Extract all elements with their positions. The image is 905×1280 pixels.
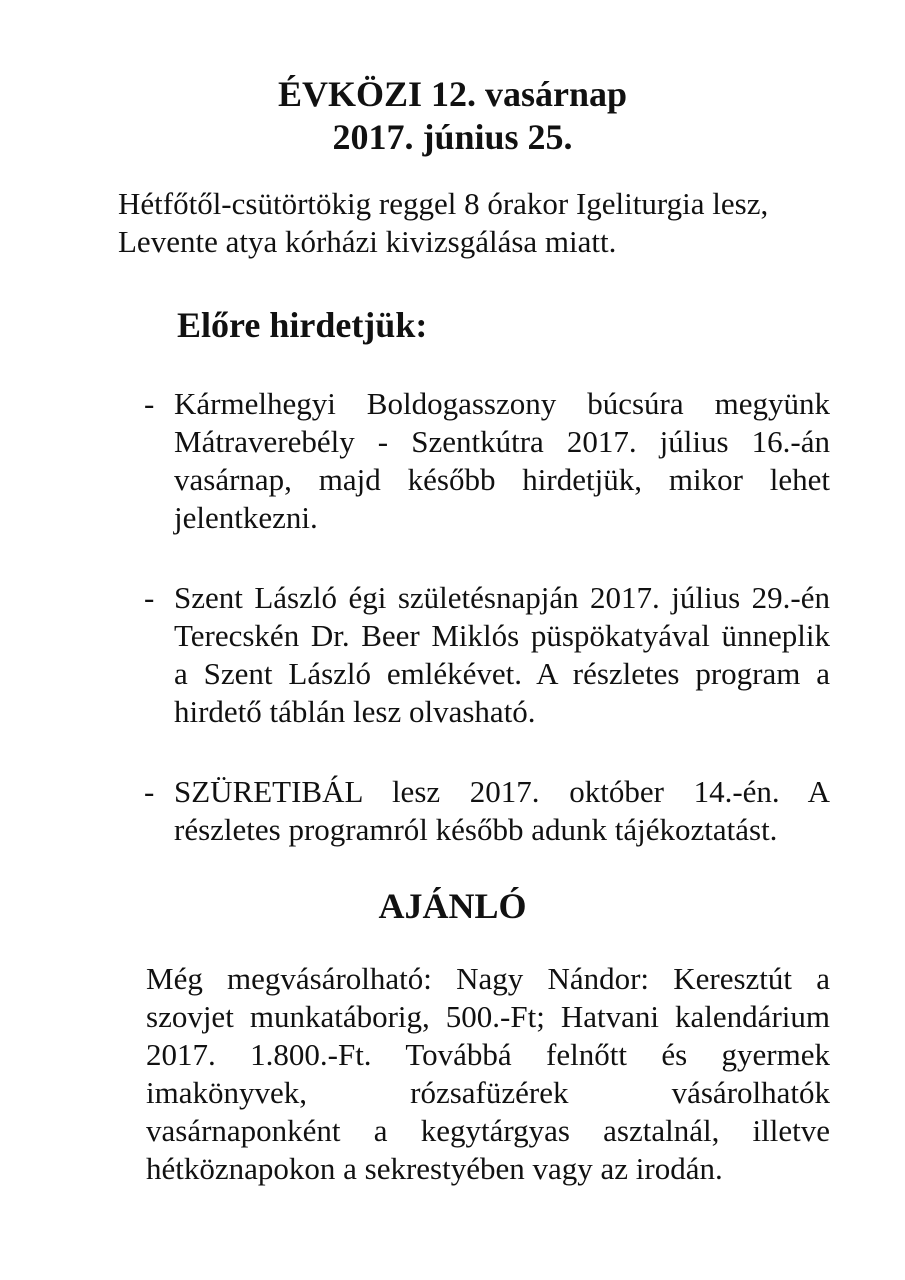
recommendation-heading: AJÁNLÓ: [378, 886, 527, 926]
announcements-heading: Előre hirdetjük:: [177, 305, 428, 345]
announcements-list: [0, 385, 905, 891]
intro-line-2: Levente atya kórházi kivizsgálása miatt.: [118, 224, 617, 259]
intro-line-1: Hétfőtől-csütörtökig reggel 8 órakor Igeliturgia lesz,: [118, 186, 769, 221]
list-dash: -: [144, 774, 155, 809]
list-item-text: SZÜRETIBÁL lesz 2017. október 14.-én. A részletes programról később adunk tájékoztatást.: [174, 774, 830, 847]
intro-paragraph: [118, 185, 838, 261]
list-dash: -: [144, 580, 155, 615]
list-item: [0, 579, 905, 731]
list-dash: -: [144, 386, 155, 421]
list-item-text: Kármelhegyi Boldogasszony búcsúra megyünk Mátraverebély - Szentkútra 2017. július 16.-án vasárnap, majd később hirdetjük, mikor lehet jelentkezni.: [174, 386, 830, 535]
recommendation-paragraph: Még megvásárolható: Nagy Nándor: Keresztút a szovjet munkatáborig, 500.-Ft; Hatvani kalendárium 2017. 1.800.-Ft. Továbbá felnőtt és gyermek imakönyvek, rózsafüzérek vásárolhatók vasárnaponként a kegytárgyas asztalnál, illetve hétköznapokon a sekrestyében vagy az irodán.: [146, 961, 830, 1186]
list-item: [0, 385, 905, 537]
list-item: [0, 773, 905, 849]
list-item-text: Szent László égi születésnapján 2017. július 29.-én Terecskén Dr. Beer Miklós püspökatyával ünneplik a Szent László emlékévet. A részletes program a hirdető táblán lesz olvasható.: [174, 580, 830, 729]
page-title: [0, 73, 905, 159]
title-line-sunday: ÉVKÖZI 12. vasárnap: [277, 74, 628, 114]
title-line-date: 2017. június 25.: [332, 117, 573, 157]
